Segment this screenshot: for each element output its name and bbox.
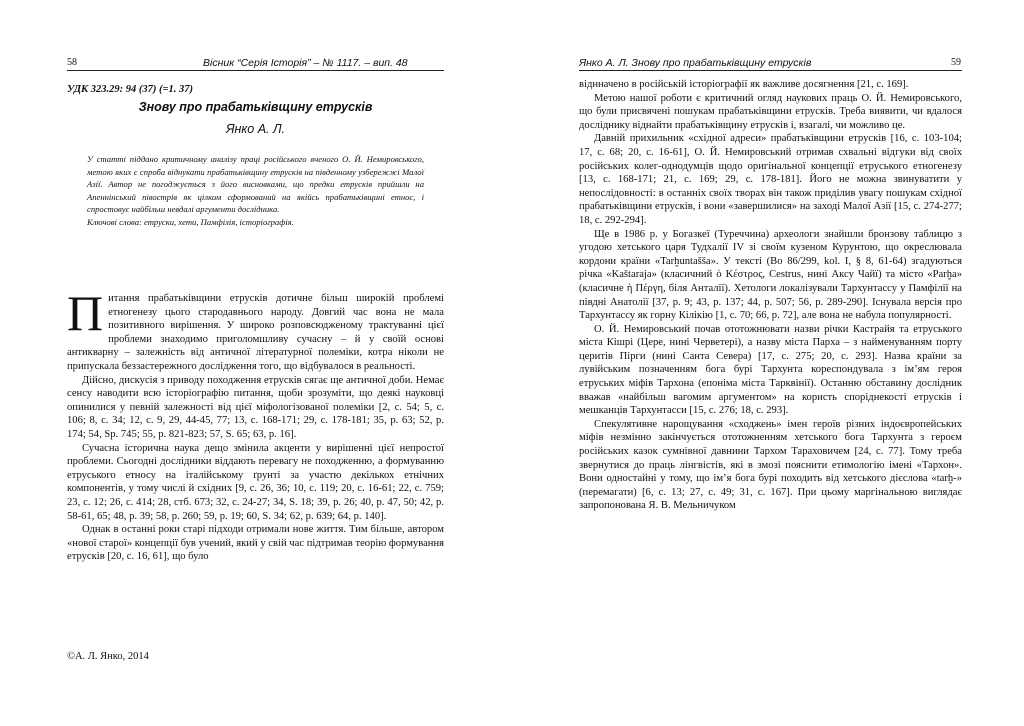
paragraph: Однак в останні роки старі підходи отримали нове життя. Тим більше, автором «нової старої» концепції був учений, який у свій час підтримав теорію формування етрусків [20, с. 16, 61], що було [67, 524, 444, 563]
body-column [579, 78, 962, 513]
paragraph: Дійсно, дискусія з приводу походження етрусків сягає ще античної доби. Немає сенсу наводити всю історіографію питання, щоби зрозуміти, що деякі науковці опинилися у певній залежності від цієї міфологізованої полеміки [2, с. 54; 5, с. 106; 8, с. 34; 12, с. 9, 29, 44-45, 77; 13, с. 168-171; 29, с. 178-181; 35, р. 63; 52, р. 174; 54, Sp. 745; 55, р. 821-823; 57, S. 65; 63, р. 16]. [67, 374, 444, 440]
paragraph: Питання прабатьківщини етрусків дотичне більш широкій проблемі етногенезу цього стародавнього народу. Довгий час вона не мала позитивного вирішення. У широко розповсюдженому трактуванні цієї проблеми знаходимо приголомшливу сучасну – й у своїй основі антикварну – залежність від античної літературної полеміки, котра ніколи не припускала беззастережного дослідження того, що відбувалося в реальності. [67, 285, 444, 372]
abstract-text: У статті піддано критичному аналізу праці російського вченого О. Й. Немировського, метою яких є спроба віднукати прабатьківщину етрусків на південному узбережжі Малої Азії. Автор не погоджується з його висновками, що предки етрусків прийшли на Апеннінський півострів як цілком сформований на якійсь прабатьківщині етнос, і спростовує найбільш невдалі аргументи дослідника. [87, 154, 424, 215]
paragraph: Метою нашої роботи є критичний огляд наукових праць О. Й. Немировського, що були присвячені пошукам прабатьківщини етрусків. Треба виявити, чи вдалося досліднику віднайти прабатьківщину етрусків і, взагалі, чи можливо це. [579, 92, 962, 131]
body-column [67, 285, 444, 564]
paragraph: Спекулятивне нарощування «сходжень» імен героїв різних індоєвропейських міфів незмінно закінчується ототожненням хетського бога Тархунта з героєм російських казок сумнівної давнини Тархом Тараховичем [24, с. 77]. Тому треба звернутися до праць лінгвістів, які в змозі пояснити етимологію імені «Тархон». Вони одностайні у тому, що ім’я бога бурі походить від хетського дієслова «tarḫ-» (перемагати) [6, с. 13; 27, с. 49; 31, с. 167]. При цьому маргінальною виглядає запропонована Я. В. Мельничуком [579, 418, 962, 512]
keywords: Ключові слова: етруски, хети, Памфілія, історіографія. [87, 216, 294, 227]
paragraph: Ще в 1986 р. у Богазкеї (Туреччина) археологи знайшли бронзову таблицю з угодою хетського царя Тудхалії IV зі своїм кузеном Курунтою, що окреслювала кордони країни «Tarḫuntašša». У тексті (Во 86/299, kol. I, § 8, 61-64) згадуються річка «Kaštaraja» (класичний ὁ Κέστρος, Cestrus, нині Аксу Чайї) та місто «Parḫa» (класичне ἡ Πέργη, біля Анталії). Хетологи локалізували Тархунтассу у Памфілії на півдні Анатолії [37, р. 9; 43, р. 137; 44, р. 507; 56, р. 289-290]. Існувала версія про Тархунтассу як горну Кілікію [1, с. 70; 66, р. 72], але вона не набула популярності. [579, 228, 962, 322]
right-page [512, 0, 1024, 726]
running-head: Вісник “Серія Історія” – № 1117. – вип. 48 [203, 57, 408, 69]
header-rule [67, 70, 444, 71]
paragraph: віднначено в російській історіографії як важливе досягнення [21, с. 169]. [579, 79, 909, 90]
page-number: 59 [951, 57, 961, 68]
paragraph: О. Й. Немировський почав ототожнювати назви річки Кастрайя та етруського міста Кішрі (Цере, нині Черветері), а назву міста Парха – з найменуванням порту церитів Пірги (нині Санта Севера) [17, с. 275; 20, с. 293]. Назва країни за лувійським позначенням бога бурі Тархунта кореспондувала з ім’ям героя етруських міфів Тархона (епоніма міста Тарквінії). Останню обставину дослідник вважав «найбільш вагомим аргументом» на користь споріднекості етрусків і мешканців Тархунтасси [15, с. 276; 18, с. 293]. [579, 323, 962, 417]
paragraph: Сучасна історична наука дещо змінила акценти у вирішенні цієї непростої проблеми. Сьогодні дослідники віддають перевагу не походженню, а формуванню етруського етносу на італійському ґрунті за участю декількох етнічних компонентів, у тому числі й східних [9, с. 26, 36; 10, с. 119; 20, с. 16-61; 22, с. 759; 23, с. 12; 26, с. 414; 28, стб. 673; 32, с. 24-27; 34, S. 18; 39, р. 26; 40, р. 47, 50; 42, р. 58-61, 65; 48, р. 39; 58, р. 260; 59, р. 19; 60, S. 34; 62, р. 639; 64, р. 140]. [67, 442, 444, 522]
udk-code: УДК 323.29: 94 (37) (=1. 37) [67, 84, 194, 95]
drop-cap: П [67, 285, 104, 341]
article-author: Янко А. Л. [225, 122, 286, 136]
article-title: Знову про прабатьківщину етрусків [138, 100, 373, 114]
running-head: Янко А. Л. Знову про прабатьківщину етрусків [579, 57, 812, 69]
header-rule [579, 70, 962, 71]
page-number: 58 [67, 57, 77, 68]
paragraph: Давній прихильник «східної адреси» прабатьківщини етрусків [16, с. 103-104; 17, с. 68; 20, с. 16-61], О. Й. Немировський отримав схвальні відгуки від своїх російських колег-однодумців щодо оригінальної концепції етруського етногенезу [13, с. 168-171; 21, с. 169; 29, с. 178-181]. Його не можна звинуватити у непослідовності: в останніх своїх творах він також приділив увагу пошукам східної прабатьківщини етрусків, і вони «завершилися» на заході Малої Азії [15, с. 274-277; 18, с. 292-294]. [579, 133, 962, 226]
abstract [87, 153, 424, 229]
copyright: ©А. Л. Янко, 2014 [67, 651, 149, 662]
